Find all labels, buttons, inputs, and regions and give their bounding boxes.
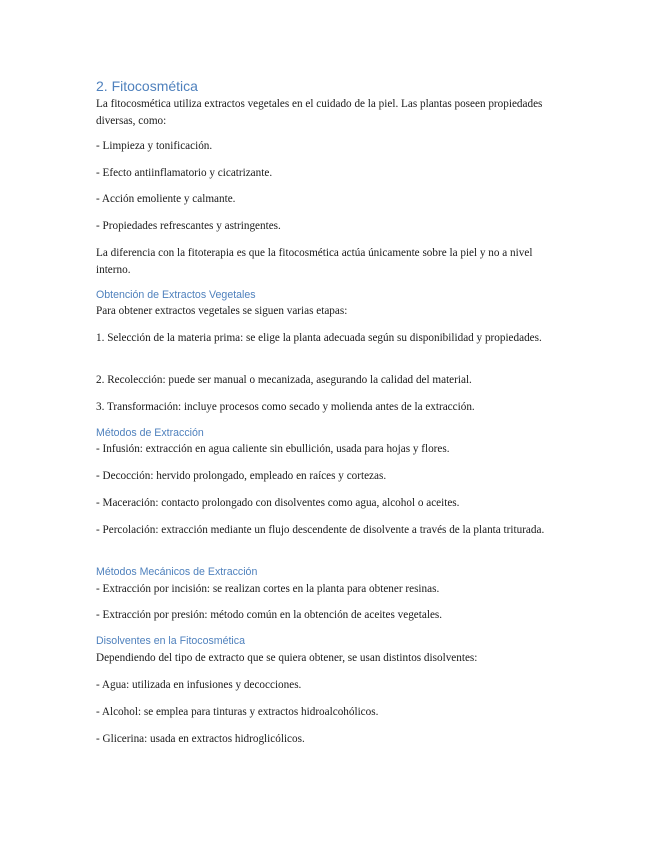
obtencion-intro: Para obtener extractos vegetales se siguen varias etapas:: [96, 305, 348, 317]
metodo-item: - Percolación: extracción mediante un flujo descendente de disolvente a través de la planta triturada.: [96, 524, 545, 536]
step-item: 3. Transformación: incluye procesos como secado y molienda antes de la extracción.: [96, 401, 475, 413]
disolventes-intro: Dependiendo del tipo de extracto que se quiera obtener, se usan distintos disolventes:: [96, 652, 478, 664]
intro-paragraph: La fitocosmética utiliza extractos vegetales en el cuidado de la piel. Las plantas poseen propiedades diversas, como:: [96, 98, 543, 127]
heading-mecanicos: Métodos Mecánicos de Extracción: [96, 566, 258, 578]
property-item: - Propiedades refrescantes y astringentes.: [96, 220, 281, 232]
heading-obtencion: Obtención de Extractos Vegetales: [96, 289, 256, 301]
heading-disolventes: Disolventes en la Fitocosmética: [96, 635, 245, 647]
step-item: 2. Recolección: puede ser manual o mecanizada, asegurando la calidad del material.: [96, 374, 472, 386]
mecanico-item: - Extracción por presión: método común en la obtención de aceites vegetales.: [96, 609, 443, 621]
section-title: 2. Fitocosmética: [96, 78, 198, 94]
disolvente-item: - Agua: utilizada en infusiones y decocciones.: [96, 679, 302, 691]
metodo-item: - Infusión: extracción en agua caliente sin ebullición, usada para hojas y flores.: [96, 443, 450, 455]
metodo-item: - Decocción: hervido prolongado, empleado en raíces y cortezas.: [96, 470, 387, 482]
disolvente-item: - Glicerina: usada en extractos hidroglicólicos.: [96, 733, 305, 745]
property-item: - Efecto antiinflamatorio y cicatrizante.: [96, 167, 273, 179]
step-item: 1. Selección de la materia prima: se elige la planta adecuada según su disponibilidad y propiedades.: [96, 332, 542, 344]
property-item: - Limpieza y tonificación.: [96, 140, 213, 152]
difference-paragraph: La diferencia con la fitoterapia es que la fitocosmética actúa únicamente sobre la piel y no a nivel interno.: [96, 247, 533, 276]
disolvente-item: - Alcohol: se emplea para tinturas y extractos hidroalcohólicos.: [96, 706, 379, 718]
mecanico-item: - Extracción por incisión: se realizan cortes en la planta para obtener resinas.: [96, 583, 440, 595]
heading-metodos: Métodos de Extracción: [96, 427, 204, 439]
property-item: - Acción emoliente y calmante.: [96, 193, 236, 205]
metodo-item: - Maceración: contacto prolongado con disolventes como agua, alcohol o aceites.: [96, 497, 460, 509]
